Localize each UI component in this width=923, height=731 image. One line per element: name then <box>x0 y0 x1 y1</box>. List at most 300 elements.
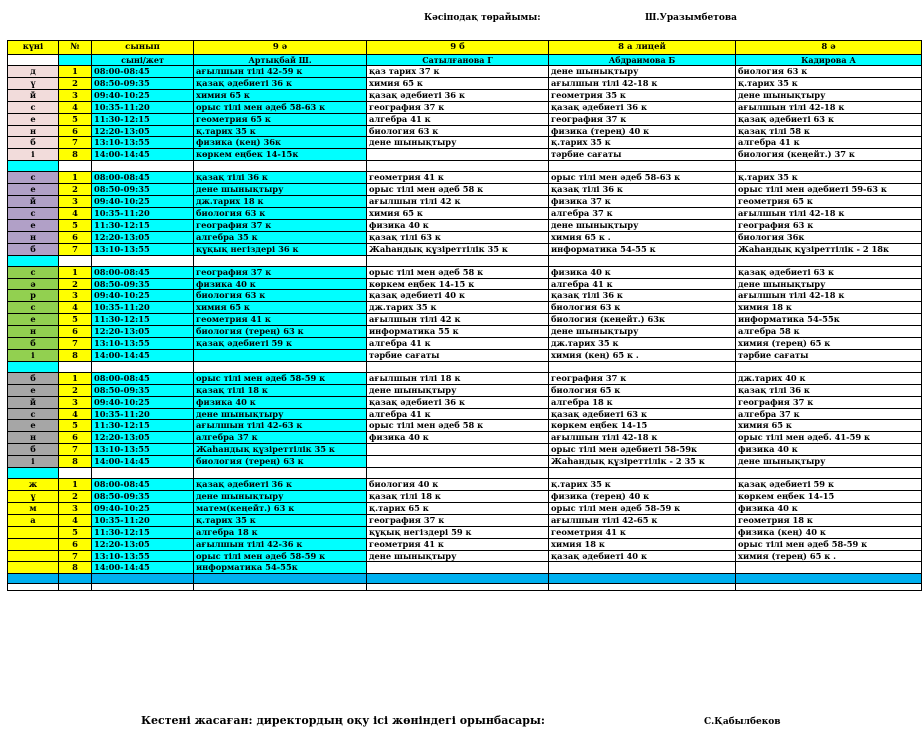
lesson-cell: қазақ әдебиеті 40 к <box>549 550 736 562</box>
lesson-cell: Жаһандық құзіреттілік 35 к <box>194 444 367 456</box>
lesson-cell: дж.тарих 40 к <box>736 372 922 384</box>
lesson-cell: құқық негіздері 36 к <box>194 243 367 255</box>
table-row <box>8 314 922 326</box>
lesson-cell: қазақ әдебиеті 63 к <box>549 408 736 420</box>
lesson-cell: қазақ тілі 36 к <box>194 172 367 184</box>
author-signature <box>0 714 923 731</box>
lesson-time: 08:50-09:35 <box>92 384 194 396</box>
lesson-cell: ағылшын тілі 42-18 к <box>549 77 736 89</box>
lesson-time: 11:30-12:15 <box>92 219 194 231</box>
lesson-cell: қазақ тілі 18 к <box>194 384 367 396</box>
lesson-cell: биология (терең) 63 к <box>194 456 367 468</box>
lesson-cell: орыс тілі мен әдеб 58 к <box>367 184 549 196</box>
separator-cell <box>736 574 922 584</box>
lesson-cell: қазақ тілі 36 к <box>736 384 922 396</box>
lesson-cell: химия 18 к <box>549 538 736 550</box>
table-row <box>8 125 922 137</box>
lesson-time: 14:00-14:45 <box>92 562 194 574</box>
lesson-cell: биология (кеңейт.) 63к <box>549 314 736 326</box>
table-row <box>8 491 922 503</box>
lesson-cell: қазақ тілі 18 к <box>367 491 549 503</box>
lesson-number: 4 <box>59 514 92 526</box>
lesson-cell: химия 18 к <box>736 302 922 314</box>
lesson-cell: қазақ тілі 36 к <box>549 184 736 196</box>
lesson-number: 1 <box>59 372 92 384</box>
lesson-number: 2 <box>59 491 92 503</box>
lesson-cell <box>367 444 549 456</box>
lesson-cell: дж.тарих 18 к <box>194 196 367 208</box>
lesson-time: 08:50-09:35 <box>92 184 194 196</box>
lesson-cell: биология (кеңейт.) 37 к <box>736 149 922 161</box>
separator-cell <box>194 468 367 479</box>
day-letter: р <box>8 290 59 302</box>
lesson-cell: қаз тарих 37 к <box>367 66 549 78</box>
lesson-cell: биология 36к <box>736 231 922 243</box>
lesson-time: 14:00-14:45 <box>92 349 194 361</box>
author-name: С.Қабылбеков <box>704 717 781 727</box>
lesson-time: 09:40-10:25 <box>92 396 194 408</box>
separator-cell <box>59 361 92 372</box>
header-class-8a: 8 а лицей <box>549 41 736 55</box>
day-letter: с <box>8 101 59 113</box>
blank-cell <box>549 584 736 591</box>
separator-cell <box>59 468 92 479</box>
lesson-time: 12:20-13:05 <box>92 538 194 550</box>
lesson-cell: қазақ тілі 58 к <box>736 125 922 137</box>
lesson-cell: қ.тарих 35 к <box>549 137 736 149</box>
lesson-cell: қ.тарих 35 к <box>194 514 367 526</box>
lesson-cell: география 37 к <box>194 219 367 231</box>
day-letter: ү <box>8 77 59 89</box>
table-row <box>8 219 922 231</box>
day-letter: с <box>8 302 59 314</box>
day-letter: а <box>8 514 59 526</box>
lesson-time: 08:00-08:45 <box>92 266 194 278</box>
day-separator <box>8 255 922 266</box>
lesson-cell: биология 63 к <box>194 207 367 219</box>
lesson-number: 6 <box>59 326 92 338</box>
lesson-cell: алгебра 41 к <box>367 408 549 420</box>
day-letter <box>8 562 59 574</box>
lesson-number: 1 <box>59 266 92 278</box>
lesson-number: 2 <box>59 77 92 89</box>
lesson-time: 11:30-12:15 <box>92 420 194 432</box>
lesson-number: 5 <box>59 526 92 538</box>
lesson-cell: дене шынықтыру <box>194 184 367 196</box>
separator-cell <box>367 574 549 584</box>
lesson-cell: ағылшын тілі 42-18 к <box>736 207 922 219</box>
table-row <box>8 290 922 302</box>
lesson-number: 4 <box>59 408 92 420</box>
lesson-cell: алгебра 18 к <box>549 396 736 408</box>
separator-cell <box>736 161 922 172</box>
lesson-cell: биология 65 к <box>549 384 736 396</box>
table-row <box>8 396 922 408</box>
lesson-time: 14:00-14:45 <box>92 149 194 161</box>
lesson-time: 08:00-08:45 <box>92 372 194 384</box>
lesson-cell <box>367 456 549 468</box>
lesson-cell: ағылшын тілі 42 к <box>367 314 549 326</box>
day-letter <box>8 538 59 550</box>
lesson-cell: құқық негіздері 59 к <box>367 526 549 538</box>
table-row <box>8 172 922 184</box>
separator-cell <box>549 161 736 172</box>
day-letter: н <box>8 326 59 338</box>
lesson-cell: химия (терең) 65 к <box>736 338 922 350</box>
lesson-cell: орыс тілі мен әдебиеті 58-59к <box>549 444 736 456</box>
day-letter: е <box>8 219 59 231</box>
lesson-cell: биология 63 к <box>549 302 736 314</box>
table-row <box>8 408 922 420</box>
day-letter: н <box>8 432 59 444</box>
day-letter: ә <box>8 278 59 290</box>
lesson-cell: дене шынықтыру <box>549 66 736 78</box>
table-row <box>8 77 922 89</box>
lesson-number: 3 <box>59 396 92 408</box>
lesson-time: 11:30-12:15 <box>92 526 194 538</box>
lesson-cell: информатика 54-55 к <box>549 243 736 255</box>
lesson-cell: геометрия 41 к <box>367 172 549 184</box>
lesson-cell: дж.тарих 35 к <box>549 338 736 350</box>
lesson-cell: химия 65 к . <box>549 231 736 243</box>
separator-cell <box>549 255 736 266</box>
lesson-cell: биология (терең) 63 к <box>194 326 367 338</box>
lesson-time: 13:10-13:55 <box>92 550 194 562</box>
lesson-number: 2 <box>59 278 92 290</box>
lesson-time: 08:50-09:35 <box>92 278 194 290</box>
lesson-number: 4 <box>59 101 92 113</box>
lesson-cell: химия (кең) 65 к . <box>549 349 736 361</box>
lesson-number: 6 <box>59 538 92 550</box>
lesson-cell: ағылшын тілі 42-18 к <box>736 101 922 113</box>
lesson-number: 8 <box>59 456 92 468</box>
lesson-cell: көркем еңбек 14-15 <box>736 491 922 503</box>
header-class-9a: 9 ә <box>194 41 367 55</box>
blank-cell <box>736 584 922 591</box>
separator-cell <box>59 161 92 172</box>
lesson-number: 3 <box>59 89 92 101</box>
lesson-cell <box>736 562 922 574</box>
lesson-time: 08:50-09:35 <box>92 77 194 89</box>
separator-cell <box>92 468 194 479</box>
lesson-cell: матем(кеңейт.) 63 к <box>194 502 367 514</box>
lesson-cell: география 37 к <box>194 266 367 278</box>
lesson-time: 13:10-13:55 <box>92 137 194 149</box>
trade-union-signature <box>0 9 923 27</box>
table-row <box>8 562 922 574</box>
lesson-number: 3 <box>59 502 92 514</box>
day-letter: н <box>8 231 59 243</box>
lesson-cell: дене шынықтыру <box>736 278 922 290</box>
teacher-8ae: Кадирова А <box>736 55 922 66</box>
lesson-number: 4 <box>59 207 92 219</box>
lesson-cell: геометрия 65 к <box>736 196 922 208</box>
lesson-cell: Жаһандық құзіреттілік 35 к <box>367 243 549 255</box>
lesson-time: 10:35-11:20 <box>92 408 194 420</box>
table-row <box>8 514 922 526</box>
table-row <box>8 196 922 208</box>
table-row <box>8 456 922 468</box>
day-letter: с <box>8 207 59 219</box>
lesson-cell <box>194 349 367 361</box>
lesson-time: 11:30-12:15 <box>92 113 194 125</box>
lesson-cell: көркем еңбек 14-15к <box>194 149 367 161</box>
teacher-9a: Артықбай Ш. <box>194 55 367 66</box>
trade-union-label: Кәсіподақ төрайымы: <box>424 13 541 23</box>
table-row <box>8 184 922 196</box>
lesson-cell: дене шынықтыру <box>194 491 367 503</box>
day-letter: с <box>8 408 59 420</box>
table-row <box>8 349 922 361</box>
author-label: Кестені жасаған: директордың оқу ісі жөніндегі орынбасары: <box>141 714 545 727</box>
lesson-cell: география 37 к <box>367 101 549 113</box>
lesson-time: 12:20-13:05 <box>92 231 194 243</box>
lesson-time: 09:40-10:25 <box>92 290 194 302</box>
separator-cell <box>549 574 736 584</box>
lesson-cell: физика (терең) 40 к <box>549 491 736 503</box>
separator-cell <box>367 255 549 266</box>
day-letter: е <box>8 384 59 396</box>
lesson-cell: география 37 к <box>367 514 549 526</box>
day-separator <box>8 468 922 479</box>
lesson-cell: физика 40 к <box>367 432 549 444</box>
lesson-cell: қазақ әдебиеті 36 к <box>367 396 549 408</box>
lesson-cell: физика 40 к <box>736 444 922 456</box>
lesson-number: 7 <box>59 137 92 149</box>
lesson-number: 4 <box>59 302 92 314</box>
table-row <box>8 278 922 290</box>
lesson-cell: химия 65 к <box>367 77 549 89</box>
lesson-cell <box>367 149 549 161</box>
separator-cell <box>8 361 59 372</box>
lesson-number: 5 <box>59 420 92 432</box>
separator-cell <box>92 161 194 172</box>
day-letter: с <box>8 266 59 278</box>
lesson-cell: тәрбие сағаты <box>736 349 922 361</box>
schedule-table <box>7 40 922 591</box>
lesson-cell: физика 40 к <box>194 278 367 290</box>
day-letter: й <box>8 89 59 101</box>
lesson-cell: қ.тарих 35 к <box>194 125 367 137</box>
lesson-cell: информатика 54-55к <box>736 314 922 326</box>
lesson-time: 09:40-10:25 <box>92 89 194 101</box>
lesson-time: 14:00-14:45 <box>92 456 194 468</box>
lesson-cell: геометрия 18 к <box>736 514 922 526</box>
day-letter: ұ <box>8 491 59 503</box>
lesson-cell: физика (кең) 40 к <box>736 526 922 538</box>
lesson-time: 11:30-12:15 <box>92 314 194 326</box>
lesson-cell: химия 65 к <box>194 302 367 314</box>
table-row <box>8 526 922 538</box>
blank-cell <box>92 584 194 591</box>
lesson-cell: тәрбие сағаты <box>549 149 736 161</box>
separator-cell <box>194 255 367 266</box>
lesson-cell: ағылшын тілі 42 к <box>367 196 549 208</box>
lesson-cell: ағылшын тілі 42-65 к <box>549 514 736 526</box>
blank-cell <box>8 584 59 591</box>
lesson-cell: физика 40 к <box>194 396 367 408</box>
lesson-cell <box>367 562 549 574</box>
lesson-cell: ағылшын тілі 42-18 к <box>549 432 736 444</box>
lesson-cell: геометрия 35 к <box>549 89 736 101</box>
header-row <box>8 41 922 55</box>
lesson-cell: физика 37 к <box>549 196 736 208</box>
lesson-cell: физика (терең) 40 к <box>549 125 736 137</box>
table-row <box>8 101 922 113</box>
lesson-time: 10:35-11:20 <box>92 302 194 314</box>
blank-cell <box>59 584 92 591</box>
lesson-cell: көркем еңбек 14-15 <box>549 420 736 432</box>
lesson-number: 7 <box>59 444 92 456</box>
lesson-cell: физика 40 к <box>736 502 922 514</box>
lesson-cell: геометрия 65 к <box>194 113 367 125</box>
day-letter: е <box>8 113 59 125</box>
lesson-cell: қазақ тілі 63 к <box>367 231 549 243</box>
separator-cell <box>8 161 59 172</box>
lesson-time: 08:00-08:45 <box>92 172 194 184</box>
lesson-number: 3 <box>59 290 92 302</box>
header-class-8ae: 8 ә <box>736 41 922 55</box>
lesson-cell: алгебра 18 к <box>194 526 367 538</box>
lesson-cell: дене шынықтыру <box>367 137 549 149</box>
lesson-cell: алгебра 41 к <box>367 113 549 125</box>
separator-cell <box>549 468 736 479</box>
separator-cell <box>367 468 549 479</box>
table-row <box>8 479 922 491</box>
separator-cell <box>8 468 59 479</box>
table-row <box>8 550 922 562</box>
trade-union-name: Ш.Уразымбетова <box>645 13 737 23</box>
lesson-cell: физика 40 к <box>549 266 736 278</box>
table-bottom-row <box>8 584 922 591</box>
lesson-cell: алгебра 58 к <box>736 326 922 338</box>
lesson-cell: орыс тілі мен әдеб 58-59 к <box>194 372 367 384</box>
lesson-cell: дене шынықтыру <box>549 219 736 231</box>
teacher-class: сыні/жет <box>92 55 194 66</box>
lesson-cell: алгебра 41 к <box>736 137 922 149</box>
table-row <box>8 326 922 338</box>
lesson-cell: алгебра 37 к <box>194 432 367 444</box>
separator-cell <box>194 161 367 172</box>
day-separator <box>8 361 922 372</box>
lesson-cell: ағылшын тілі 42-18 к <box>736 290 922 302</box>
lesson-number: 8 <box>59 349 92 361</box>
lesson-number: 1 <box>59 66 92 78</box>
lesson-cell: география 37 к <box>549 372 736 384</box>
lesson-cell: дж.тарих 35 к <box>367 302 549 314</box>
lesson-number: 6 <box>59 432 92 444</box>
lesson-cell: қазақ әдебиеті 63 к <box>736 266 922 278</box>
lesson-cell: география 63 к <box>736 219 922 231</box>
table-row <box>8 243 922 255</box>
lesson-cell: орыс тілі мен әдеб. 41-59 к <box>736 432 922 444</box>
lesson-cell: дене шынықтыру <box>367 384 549 396</box>
lesson-time: 12:20-13:05 <box>92 432 194 444</box>
teacher-row <box>8 55 922 66</box>
schedule-body <box>8 41 922 591</box>
lesson-cell: алгебра 37 к <box>736 408 922 420</box>
lesson-cell: қазақ әдебиеті 36 к <box>367 89 549 101</box>
table-row <box>8 66 922 78</box>
table-row <box>8 372 922 384</box>
lesson-time: 08:50-09:35 <box>92 491 194 503</box>
lesson-number: 1 <box>59 172 92 184</box>
lesson-cell: қазақ әдебиеті 40 к <box>367 290 549 302</box>
header-number: № <box>59 41 92 55</box>
day-letter: б <box>8 372 59 384</box>
lesson-time: 12:20-13:05 <box>92 125 194 137</box>
lesson-cell: дене шынықтыру <box>194 408 367 420</box>
lesson-number: 7 <box>59 338 92 350</box>
lesson-cell: алгебра 37 к <box>549 207 736 219</box>
day-letter: і <box>8 349 59 361</box>
lesson-cell: химия 65 к <box>194 89 367 101</box>
lesson-cell: дене шынықтыру <box>736 89 922 101</box>
lesson-cell <box>549 562 736 574</box>
lesson-time: 08:00-08:45 <box>92 66 194 78</box>
day-letter <box>8 526 59 538</box>
separator-cell <box>8 574 59 584</box>
day-letter: д <box>8 66 59 78</box>
day-letter: е <box>8 314 59 326</box>
separator-cell <box>59 255 92 266</box>
lesson-cell: алгебра 35 к <box>194 231 367 243</box>
lesson-time: 13:10-13:55 <box>92 338 194 350</box>
lesson-cell: химия (терең) 65 к . <box>736 550 922 562</box>
header-class: сынып <box>92 41 194 55</box>
header-class-9b: 9 б <box>367 41 549 55</box>
lesson-cell: химия 65 к <box>736 420 922 432</box>
day-letter <box>8 550 59 562</box>
lesson-number: 5 <box>59 219 92 231</box>
lesson-cell: дене шынықтыру <box>549 326 736 338</box>
table-row <box>8 207 922 219</box>
day-letter: б <box>8 444 59 456</box>
separator-cell <box>194 574 367 584</box>
lesson-cell: дене шынықтыру <box>367 550 549 562</box>
separator-cell <box>367 361 549 372</box>
lesson-cell: биология 40 к <box>367 479 549 491</box>
teacher-day <box>8 55 59 66</box>
table-row <box>8 302 922 314</box>
lesson-time: 12:20-13:05 <box>92 326 194 338</box>
lesson-number: 6 <box>59 125 92 137</box>
day-letter: н <box>8 125 59 137</box>
lesson-cell: география 37 к <box>736 396 922 408</box>
lesson-number: 3 <box>59 196 92 208</box>
lesson-cell: дене шынықтыру <box>736 456 922 468</box>
blank-cell <box>194 584 367 591</box>
lesson-cell: геометрия 41 к <box>549 526 736 538</box>
lesson-time: 10:35-11:20 <box>92 101 194 113</box>
separator-cell <box>92 255 194 266</box>
separator-cell <box>92 574 194 584</box>
lesson-cell: қазақ тілі 36 к <box>549 290 736 302</box>
separator-cell <box>736 255 922 266</box>
lesson-number: 5 <box>59 314 92 326</box>
day-separator <box>8 161 922 172</box>
lesson-cell: тәрбие сағаты <box>367 349 549 361</box>
lesson-time: 09:40-10:25 <box>92 502 194 514</box>
table-row <box>8 89 922 101</box>
table-row <box>8 137 922 149</box>
lesson-time: 08:00-08:45 <box>92 479 194 491</box>
table-end-row <box>8 574 922 584</box>
lesson-cell: қ.тарих 35 к <box>549 479 736 491</box>
separator-cell <box>8 255 59 266</box>
lesson-cell: қ.тарих 35 к <box>736 172 922 184</box>
day-letter: ж <box>8 479 59 491</box>
